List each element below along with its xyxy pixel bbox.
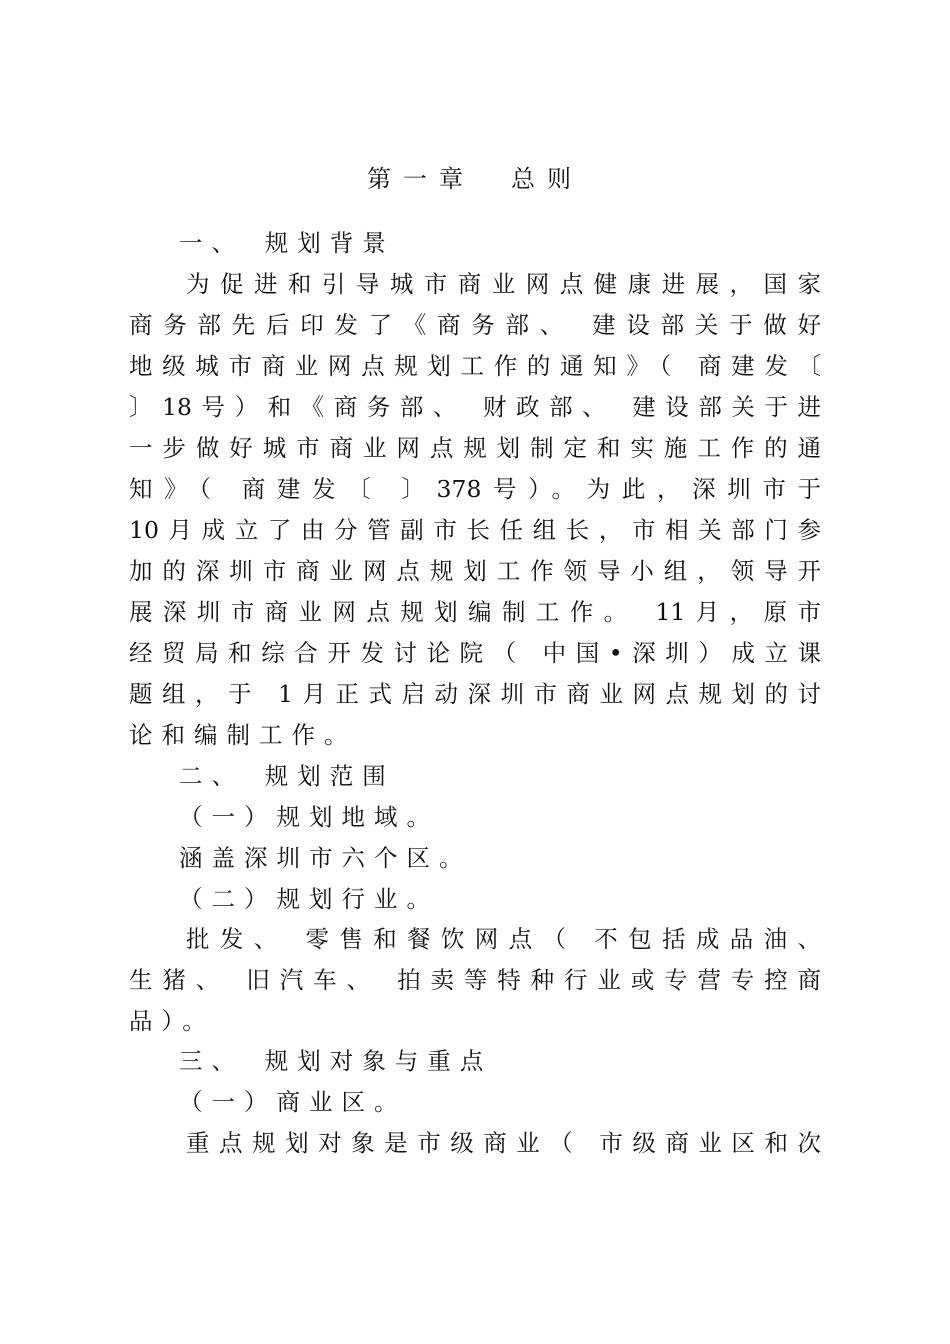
subsection-heading: （一）商业区。 [179,1088,407,1116]
paragraph-line: 商务部先后印发了《商务部、 建设部关于做好 [129,311,821,339]
paragraph-line: 经贸局和综合开发讨论院（ 中国•深圳）成立课 [129,639,821,667]
section-heading: 三、 规划对象与重点 [179,1047,493,1075]
subsection-heading: （二）规划行业。 [179,885,439,913]
paragraph-line: 10月成立了由分管副市长任组长，市相关部门参 [129,516,821,544]
paragraph-line: 论和编制工作。 [129,721,357,749]
paragraph-line: 一步做好城市商业网点规划制定和实施工作的通 [129,434,821,462]
paragraph-line: 加的深圳市商业网点规划工作领导小组，领导开 [129,557,821,585]
chapter-title: 第一章 总则 [367,165,583,193]
paragraph-line: 生猪、 旧汽车、 拍卖等特种行业或专营专控商 [129,966,821,994]
paragraph-line: 知》（ 商建发〔 〕378号）。为此，深圳市于 [129,475,821,503]
section-heading: 一、 规划背景 [179,229,395,257]
paragraph-line: 题组，于 1月正式启动深圳市商业网点规划的讨 [129,680,821,708]
paragraph-line: 批发、 零售和餐饮网点（ 不包括成品油、 [186,925,821,953]
paragraph-line: 涵盖深圳市六个区。 [179,844,472,872]
section-heading: 二、 规划范围 [179,762,395,790]
paragraph-line: 重点规划对象是市级商业（ 市级商业区和次 [186,1129,821,1157]
paragraph-line: 品）。 [129,1007,215,1035]
paragraph-line: 为促进和引导城市商业网点健康进展，国家 [186,270,821,298]
paragraph-line: 展深圳市商业网点规划编制工作。 11月，原市 [129,598,821,626]
subsection-heading: （一）规划地域。 [179,803,439,831]
paragraph-line: 〕18号）和《商务部、 财政部、 建设部关于进 [129,393,821,421]
paragraph-line: 地级城市商业网点规划工作的通知》（ 商建发〔 [129,352,821,380]
